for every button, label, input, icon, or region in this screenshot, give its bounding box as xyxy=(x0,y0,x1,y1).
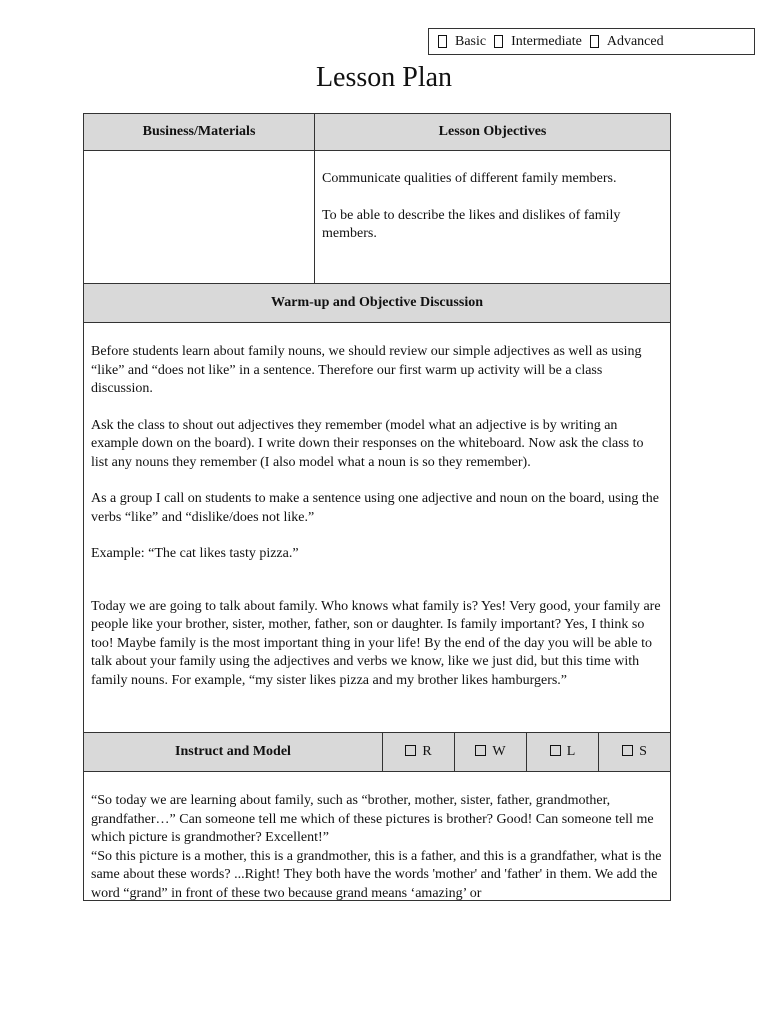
objectives-header: Lesson Objectives xyxy=(315,114,671,151)
skill-reading[interactable] xyxy=(383,733,455,772)
skill-label: R xyxy=(422,743,432,759)
instruct-paragraph: “So this picture is a mother, this is a grandmother, this is a father, and this is a grandfather, what is the same about these words? ...Right! They both have the words 'mother' and 'father' in them. We add the word “grand” in front of these two because grand means ‘amazing’ or xyxy=(91,848,662,900)
checkbox-icon xyxy=(622,745,633,756)
lesson-plan-table xyxy=(83,113,671,901)
level-selector xyxy=(428,28,755,55)
checkbox-icon xyxy=(494,35,503,48)
checkbox-icon xyxy=(438,35,447,48)
skill-label: L xyxy=(566,743,576,759)
instruct-paragraph: “So today we are learning about family, such as “brother, mother, sister, father, grandmother, grandfather…” Can someone tell me which of these pictures is brother? Good! Can someone tell me which picture is grandmother? Excellent!” xyxy=(91,793,654,845)
objective-text: To be able to describe the likes and dislikes of family members. xyxy=(322,207,621,241)
materials-header: Business/Materials xyxy=(84,114,315,151)
warmup-paragraph: As a group I call on students to make a sentence using one adjective and noun on the board, using the verbs “like” and “dislike/does not like.” xyxy=(91,491,660,525)
instruct-header: Instruct and Model xyxy=(84,733,383,772)
skill-label: W xyxy=(492,743,506,759)
level-basic[interactable] xyxy=(438,34,486,50)
warmup-paragraph: Today we are going to talk about family. Who knows what family is? Yes! Very good, your family are people like your brother, sister, mother, father, son or daughter. Is family important? Yes, I think so too! Maybe family is the most important thing in your life! By the end of the day you will be able to talk about your family using the adjectives and verbs we know, like we just did, but this time with family nouns. For example, “my sister likes pizza and my brother likes hamburgers.” xyxy=(91,598,661,688)
checkbox-icon xyxy=(550,745,561,756)
skill-writing[interactable] xyxy=(455,733,527,772)
checkbox-icon xyxy=(475,745,486,756)
checkbox-icon xyxy=(405,745,416,756)
level-intermediate-label: Intermediate xyxy=(511,33,582,49)
warmup-paragraph: Example: “The cat likes tasty pizza.” xyxy=(91,546,299,561)
skill-listening[interactable] xyxy=(527,733,599,772)
warmup-paragraph: Ask the class to shout out adjectives they remember (model what an adjective is by writing an example down on the board). I write down their responses on the whiteboard. Now ask the class to list any nouns they remember (I also model what a noun is so they remember). xyxy=(91,417,644,470)
level-intermediate[interactable] xyxy=(494,34,582,50)
level-advanced[interactable] xyxy=(590,34,664,50)
objectives-cell xyxy=(315,151,671,284)
checkbox-icon xyxy=(590,35,599,48)
skill-label: S xyxy=(639,743,647,759)
materials-cell xyxy=(84,151,315,284)
page-title: Lesson Plan xyxy=(315,62,453,93)
skill-speaking[interactable] xyxy=(599,733,671,772)
instruct-cell xyxy=(84,772,671,901)
objective-text: Communicate qualities of different family members. xyxy=(322,171,617,186)
warmup-cell xyxy=(84,323,671,733)
level-advanced-label: Advanced xyxy=(606,33,664,49)
warmup-header: Warm-up and Objective Discussion xyxy=(84,284,671,323)
level-basic-label: Basic xyxy=(455,33,487,49)
warmup-paragraph: Before students learn about family nouns, we should review our simple adjectives as well as using “like” and “does not like” in a sentence. Therefore our first warm up activity will be a class discussion. xyxy=(91,344,642,396)
